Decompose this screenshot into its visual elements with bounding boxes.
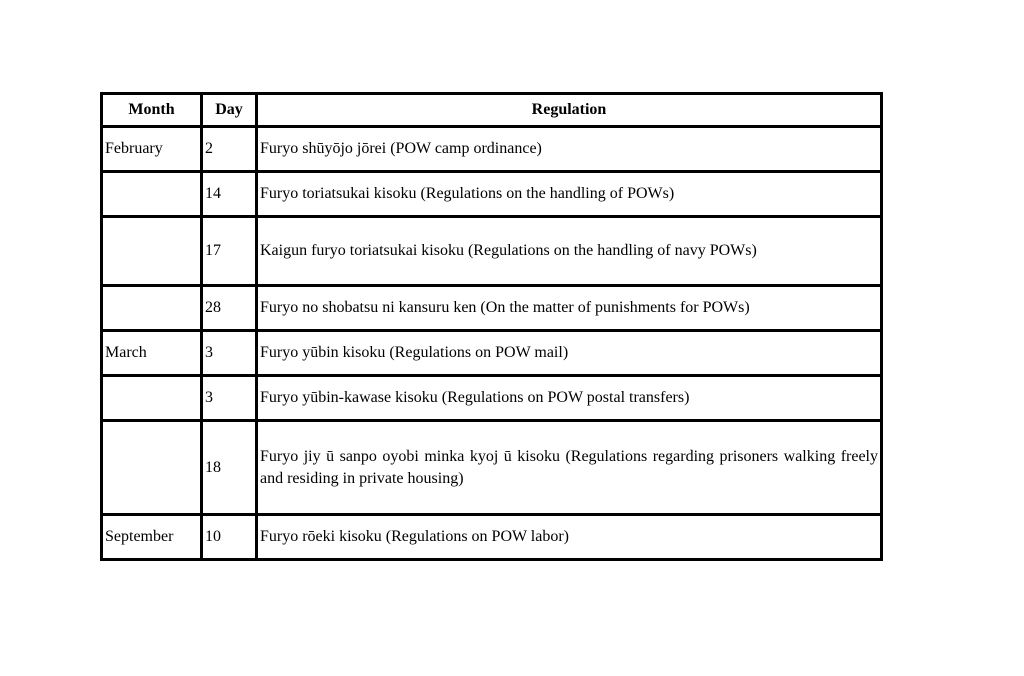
month-cell — [102, 286, 202, 331]
header-month: Month — [102, 94, 202, 127]
table-row — [102, 331, 882, 376]
regulation-cell: Furyo toriatsukai kisoku (Regulations on the handling of POWs) — [257, 172, 882, 217]
month-cell: September — [102, 515, 202, 560]
table-row — [102, 421, 882, 515]
regulation-cell: Kaigun furyo toriatsukai kisoku (Regulations on the handling of navy POWs) — [257, 217, 882, 286]
month-cell — [102, 376, 202, 421]
month-cell — [102, 172, 202, 217]
day-cell: 2 — [202, 127, 257, 172]
table-row — [102, 376, 882, 421]
table-row — [102, 515, 882, 560]
regulation-cell: Furyo yūbin-kawase kisoku (Regulations on POW postal transfers) — [257, 376, 882, 421]
month-cell — [102, 421, 202, 515]
table-row — [102, 217, 882, 286]
regulation-cell: Furyo jiy ū sanpo oyobi minka kyoj ū kisoku (Regulations regarding prisoners walking freely and residing in private housing) — [257, 421, 882, 515]
regulation-cell: Furyo yūbin kisoku (Regulations on POW mail) — [257, 331, 882, 376]
day-cell: 3 — [202, 331, 257, 376]
header-regulation: Regulation — [257, 94, 882, 127]
day-cell: 17 — [202, 217, 257, 286]
month-cell: March — [102, 331, 202, 376]
day-cell: 10 — [202, 515, 257, 560]
day-cell: 14 — [202, 172, 257, 217]
table-row — [102, 127, 882, 172]
regulation-cell: Furyo no shobatsu ni kansuru ken (On the matter of punishments for POWs) — [257, 286, 882, 331]
month-cell: February — [102, 127, 202, 172]
table-header-row — [102, 94, 882, 127]
regulation-cell: Furyo rōeki kisoku (Regulations on POW labor) — [257, 515, 882, 560]
day-cell: 28 — [202, 286, 257, 331]
month-cell — [102, 217, 202, 286]
regulation-cell: Furyo shūyōjo jōrei (POW camp ordinance) — [257, 127, 882, 172]
header-day: Day — [202, 94, 257, 127]
regulations-table — [100, 92, 883, 561]
table-row — [102, 172, 882, 217]
table-row — [102, 286, 882, 331]
day-cell: 18 — [202, 421, 257, 515]
day-cell: 3 — [202, 376, 257, 421]
